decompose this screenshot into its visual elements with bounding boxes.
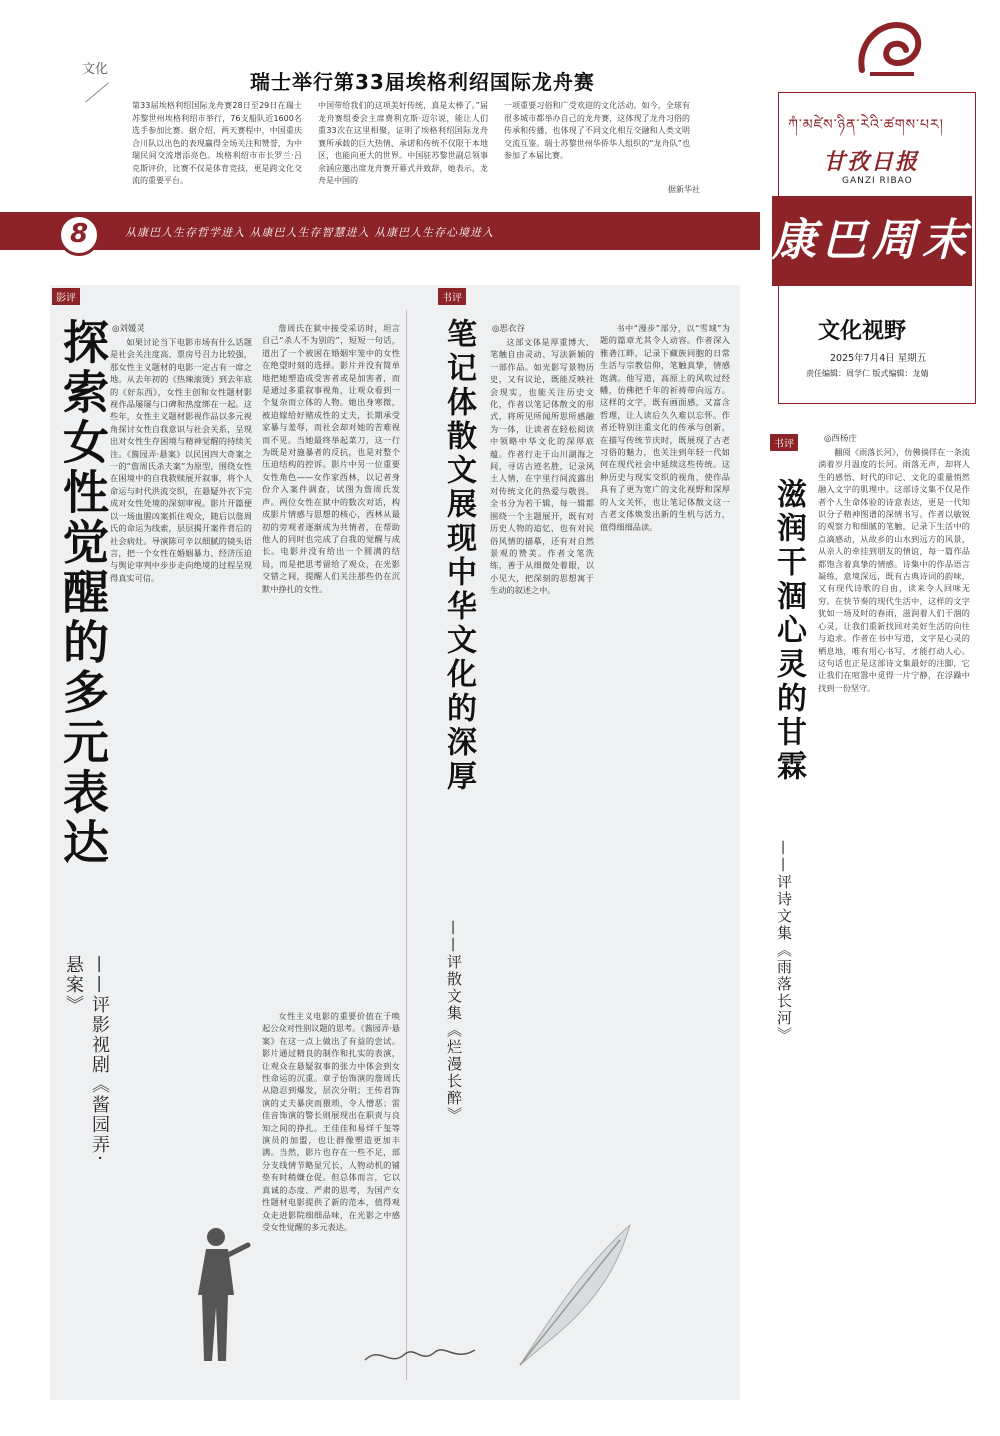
article2-title: 笔记体散文展现中华文化的深厚 (441, 318, 476, 794)
article3-column-1: 翻阅《雨落长河》，仿佛徜徉在一条流淌着岁月温度的长河。雨落无声，却将人生的感悟、时代的印记、文化的重量悄然融入文字的肌理中。这部诗文集不仅是作者个人生命体验的诗意表达，更是一代知识分子精神图谱的深情书写。作者以敏锐的观察力和细腻的笔触，记录下生活中的点滴感动，从故乡的山水到远方的风景，从亲人的牵挂到朋友的情谊，每一篇作品都饱含着真挚的情感。诗集中的作品语言凝练，意境深远，既有古典诗词的韵味，又有现代诗歌的自由，读来令人回味无穷。在快节奏的现代生活中，这样的文字犹如一场及时的春雨，滋润着人们干涸的心灵，让我们重新找回对美好生活的向往与追求。作者在书中写道，文字是心灵的栖息地，唯有用心书写，才能打动人心。这句话也正是这部诗文集最好的注脚，它让我们在喧嚣中觅得一片宁静，在浮躁中找到一份坚守。 (818, 447, 970, 693)
person-silhouette-icon (188, 1225, 252, 1365)
article1-subtitle: ——评影视剧《酱园弄·悬案》 (63, 955, 110, 1163)
signature-icon (360, 1340, 480, 1370)
article3-subtitle: ——评诗文集《雨落长河》 (775, 840, 793, 1044)
top-news-title: 瑞士举行第33届埃格利绍国际龙舟赛 (250, 70, 595, 94)
masthead-emblem-icon (852, 12, 932, 82)
article2-tag: 书评 (438, 288, 466, 305)
article1-column-3: 女性主义电影的重要价值在于唤起公众对性别议题的思考。《酱园弄·悬案》在这一点上做出了有益的尝试。影片通过精良的制作和扎实的表演，让观众在悬疑叙事的张力中体会到女性命运的沉重。章子怡饰演的詹周氏从隐忍到爆发，层次分明；王传君饰演的丈夫暴戾而猥琐，令人憎恶；雷佳音饰演的警长则展现出在职责与良知之间的挣扎。王佳佳和易烊千玺等演员的加盟，也让群像塑造更加丰满。当然，影片也存在一些不足，部分支线情节略显冗长，人物动机的铺垫有时稍嫌仓促。但总体而言，它以真诚的态度、严肃的思考，为国产女性题材电影提供了新的范本，值得观众走进影院细细品味，在光影之中感受女性觉醒的多元表达。 (262, 1011, 400, 1232)
article1-title: 探索女性觉醒的多元表达 (56, 318, 110, 868)
article1-column-2: 詹周氏在狱中接受采访时，坦言自己“杀人不为别的”，短短一句话，道出了一个被困在婚姻牢笼中的女性在绝望时刻的选择。影片并没有简单地把她塑造成受害者或是加害者，而是通过多重叙事视角，让观众看到一个复杂而立体的人物。她出身寒微，被迫嫁给好赌成性的丈夫，长期承受家暴与羞辱，而社会却对她的苦难视而不见。当她最终举起菜刀，这一行为既是对施暴者的反抗，也是对整个压迫结构的控诉。影片中另一位重要女性角色——女作家西林，以记者身份介入案件调查，试图为詹周氏发声。两位女性在狱中的数次对话，构成影片情感与思想的核心，西林从最初的旁观者逐渐成为共情者，在帮助他人的同时也完成了自我的觉醒与成长。电影并没有给出一个圆满的结局，而是把思考留给了观众，在光影交错之间，提醒人们关注那些仍在沉默中挣扎的女性。 (262, 323, 400, 594)
article2-subtitle: ——评散文集《烂漫长醉》 (445, 920, 463, 1124)
article3-title: 滋润干涸心灵的甘霖 (771, 478, 806, 784)
banner-slogan: 从康巴人生存哲学进入 从康巴人生存智慧进入 从康巴人生存心境进入 (125, 226, 494, 239)
article3-tag: 书评 (770, 434, 798, 451)
article3-author: ◎西杨庄 (824, 434, 857, 444)
article2-column-1: 这部文体是厚重博大、笔触自由灵动、写法新颖的一部作品。如光影写景物历史，又有议论，既能反映社会现实，也能关注历史文化，作者以笔记体散文的形式，将所见所闻所思所感融为一体，让读者在轻松阅读中领略中华文化的深厚底蕴。作者行走于山川湖海之间，寻访古迹名胜，记录风土人情，在字里行间流露出对传统文化的热爱与敬畏。全书分为若干辑，每一辑都围绕一个主题展开，既有对历史人物的追忆，也有对民俗风情的描摹，还有对自然景观的赞美。作者文笔洗练，善于从细微处着眼，以小见大，把深刻的思想寓于生动的叙述之中。 (490, 337, 594, 596)
page-number: 8 (58, 214, 100, 256)
weekly-title: 康巴周末 (772, 196, 972, 286)
editor-credits: 责任编辑：周学仁 版式编辑：龙婧 (806, 369, 929, 378)
article1-tag: 影评 (52, 288, 80, 305)
masthead-subtitle: 文化视野 (818, 319, 907, 344)
issue-date: 2025年7月4日 星期五 (830, 353, 927, 364)
top-news-col-1: 第33届埃格利绍国际龙舟赛28日至29日在瑞士苏黎世州埃格利绍市举行，76支船队近1600名选手参加比赛。据介绍，两天赛程中，中国重庆合川队以出色的表现赢得全场关注和赞誉，为中瑞民间交流增添亮色。埃格利绍市市长罗兰·吕克斯评价，比赛不仅是体育竞技，更是跨文化交流的重要平台。 (132, 101, 302, 185)
quill-feather-icon (510, 1220, 640, 1370)
section-label: 文化 (82, 62, 112, 103)
masthead-tibetan-name: ཀཾ་མཛེས་ཉིན་རེའི་ཚགས་པར། (788, 117, 944, 133)
article1-spacer (110, 1210, 252, 1220)
section-divider (85, 82, 109, 102)
article2-column-2: 书中“漫步”部分，以“雪域”为题的篇章尤其令人动容。作者深入雅砻江畔，记录下藏族同胞的日常生活与宗教信仰，笔触真挚，情感饱满。他写道，高原上的风吹过经幡，仿佛把千年的祈祷带向远方。这样的文字，既有画面感，又富含哲理，让人读后久久难以忘怀。作者还特别注重文化的传承与创新，在描写传统节庆时，既展现了古老习俗的魅力，也关注到年轻一代如何在现代社会中延续这些传统。这种历史与现实交织的视角，使作品具有了更为宽广的文化视野和深厚的人文关怀，也让笔记体散文这一古老文体焕发出新的生机与活力，值得细细品读。 (600, 323, 730, 532)
top-news-col-2: 中国带给我们的这项美好传统，真是太棒了。”届龙舟赛组委会主席费利克斯·迈尔说，能让人们重33次在这里相聚，证明了埃格利绍国际龙舟赛所承载的巨大热情、承诺和传统不仅限于本地区，也能向更大的世界。中国驻苏黎世副总领事余涵应邀出席龙舟赛开幕式并致辞，她表示，龙舟是中国的 (318, 101, 488, 185)
article2-author: ◎思衣谷 (492, 324, 525, 334)
article1-column-1: 如果讨论当下电影市场有什么话题是社会关注度高、票房号召力比较强，那女性主义题材的电影一定占有一席之地。从去年初的《热辣滚烫》到去年底的《好东西》，女性主创和女性题材影视作品屡屡与口碑和热度绑在一起。这些年，女性主义题材影视作品以多元视角探讨女性自我意识与社会关系，呈现出对女性生存困境与精神觉醒的持续关注。《酱园弄·悬案》以民国四大奇案之一的“詹周氏杀夫案”为原型，围绕女性在困境中的自我救赎展开叙事，将个人命运与时代洪流交织，在悬疑外衣下完成对女性处境的深刻审视。影片开篇便以一场血腥凶案抓住观众，随后以詹周氏的命运为线索，层层揭开案件背后的社会病灶。导演陈可辛以细腻的镜头语言，把一个女性在婚姻暴力、经济压迫与舆论审判中步步走向绝境的过程呈现得真实可信。 (110, 337, 252, 583)
top-news-source: 据新华社 (668, 185, 700, 194)
column-divider (406, 310, 407, 1380)
top-news-col-3: 一项重要习俗和广受欢迎的文化活动。如今，全球有很多城市都举办自己的龙舟赛，这体现了龙舟习俗的传承和传播，也体现了不同文化相互交融和人类文明交流互鉴。瑞士苏黎世州华侨华人组织的“龙舟队”也参加了本届比赛。 (504, 101, 690, 160)
masthead-paper-english: GANZI RIBAO (842, 176, 913, 186)
article1-author: ◎刘媛灵 (112, 324, 145, 334)
masthead-paper-name: 甘孜日报 (823, 150, 920, 175)
